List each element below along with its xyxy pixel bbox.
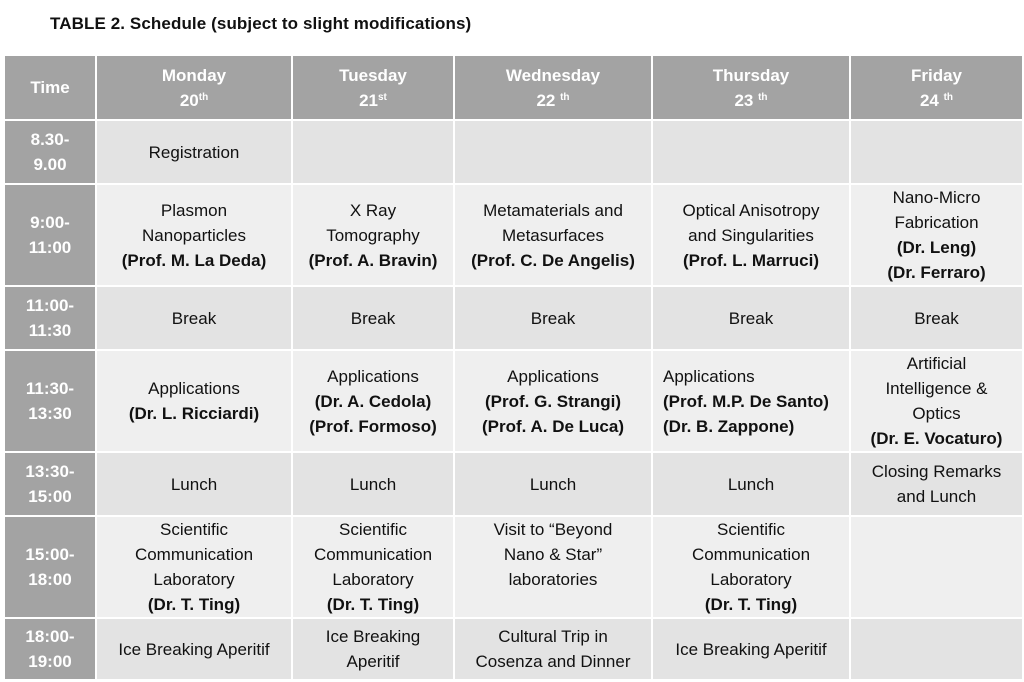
session-cell [96, 452, 292, 516]
time-slot: 9:00- 11:00 [4, 184, 96, 286]
session-title-line: Ice Breaking [325, 627, 421, 646]
session-title-line: Lunch [727, 474, 775, 494]
speaker-name: (Prof. M. La Deda) [121, 250, 267, 270]
session-cell [96, 516, 292, 618]
session-cell [850, 618, 1023, 680]
session-cell [96, 618, 292, 680]
session-cell [292, 120, 454, 184]
session-cell [292, 516, 454, 618]
speaker-name: (Dr. E. Vocaturo) [870, 429, 1003, 448]
session-title-line: Artificial [906, 354, 967, 373]
session-title-line: Break [530, 308, 576, 328]
session-cell [850, 516, 1023, 618]
session-title-line: Scientific [159, 520, 229, 539]
session-title-line: Optics [912, 404, 961, 423]
session-title-line: Laboratory [710, 570, 792, 589]
session-cell [292, 286, 454, 350]
session-title-line: Ice Breaking Aperitif [675, 639, 827, 659]
session-title-line: Break [171, 308, 217, 328]
time-slot: 13:30- 15:00 [4, 452, 96, 516]
session-title-line: Applications [327, 366, 419, 386]
time-slot: 18:00- 19:00 [4, 618, 96, 680]
session-title-line: Communication [691, 545, 811, 564]
header-time: Time [4, 55, 96, 120]
session-cell [652, 516, 850, 618]
session-cell [292, 452, 454, 516]
schedule-row [4, 618, 1023, 680]
schedule-row [4, 184, 1023, 286]
schedule-row [4, 286, 1023, 350]
session-title-line: Plasmon [160, 200, 228, 220]
schedule-table [3, 54, 1024, 681]
header-day-wednesday [454, 55, 652, 120]
session-cell [454, 618, 652, 680]
session-title-line: Applications [663, 366, 755, 386]
session-cell [292, 350, 454, 452]
session-title-line: Visit to “Beyond [493, 520, 613, 539]
session-title-line: Applications [148, 379, 240, 398]
schedule-row [4, 516, 1023, 618]
speaker-name: (Dr. A. Cedola) [314, 391, 432, 411]
session-cell [454, 350, 652, 452]
session-title-line: and Lunch [896, 487, 977, 506]
session-title-line: Lunch [170, 474, 218, 494]
session-title-line: Metasurfaces [501, 225, 605, 245]
session-title-line: Break [350, 308, 396, 328]
day-name: Thursday [712, 65, 790, 85]
session-cell [652, 184, 850, 286]
session-cell [292, 184, 454, 286]
session-title-line: laboratories [508, 570, 598, 589]
time-slot: 15:00- 18:00 [4, 516, 96, 618]
time-slot: 8.30- 9.00 [4, 120, 96, 184]
session-cell [652, 350, 850, 452]
session-title-line: Break [914, 308, 959, 328]
session-title-line: Communication [313, 545, 433, 564]
speaker-name: (Dr. Leng) [896, 238, 977, 257]
session-title-line: Nano & Star” [503, 545, 603, 564]
header-row [4, 55, 1023, 120]
day-date: 21st [359, 90, 387, 110]
speaker-name: (Prof. L. Marruci) [682, 250, 819, 270]
speaker-name: (Prof. C. De Angelis) [471, 250, 635, 270]
session-title-line: Intelligence & [885, 379, 988, 398]
session-title-line: Lunch [349, 474, 397, 494]
session-title-line: Aperitif [346, 652, 400, 671]
session-cell [652, 286, 850, 350]
session-title-line: Laboratory [332, 570, 414, 589]
day-name: Wednesday [505, 65, 601, 85]
session-cell [652, 452, 850, 516]
day-name: Friday [910, 65, 963, 85]
session-title-line: Laboratory [153, 570, 235, 589]
session-cell [454, 516, 652, 618]
speaker-name: (Prof. Formoso) [309, 416, 437, 436]
session-title-line: Communication [134, 545, 254, 564]
session-title-line: Cultural Trip in [498, 627, 608, 646]
session-cell [652, 618, 850, 680]
header-day-thursday [652, 55, 850, 120]
session-cell [850, 120, 1023, 184]
session-title-line: Scientific [338, 520, 408, 539]
session-cell [454, 120, 652, 184]
session-title-line: Closing Remarks [871, 462, 1002, 481]
schedule-row [4, 350, 1023, 452]
session-title-line: and Singularities [688, 225, 814, 245]
session-title-line: Ice Breaking Aperitif [118, 639, 270, 659]
session-title-line: Nanoparticles [142, 225, 246, 245]
session-title-line: Lunch [529, 474, 577, 494]
session-title-line: Cosenza and Dinner [475, 652, 631, 671]
speaker-name: (Dr. T. Ting) [326, 595, 420, 614]
day-name: Tuesday [339, 65, 407, 85]
day-date: 23 $^{th}$ [734, 90, 768, 110]
session-cell [454, 452, 652, 516]
session-cell [96, 120, 292, 184]
session-cell [850, 184, 1023, 286]
speaker-name: (Dr. B. Zappone) [663, 416, 795, 436]
session-cell [850, 452, 1023, 516]
session-cell [96, 184, 292, 286]
session-title-line: Tomography [326, 225, 420, 245]
session-cell [850, 286, 1023, 350]
session-cell [454, 184, 652, 286]
session-cell [292, 618, 454, 680]
speaker-name: (Dr. Ferraro) [887, 263, 986, 282]
session-title-line: X Ray [349, 200, 397, 220]
time-slot: 11:00- 11:30 [4, 286, 96, 350]
table-caption: TABLE 2. Schedule (subject to slight modifications) [50, 14, 472, 33]
header-day-tuesday [292, 55, 454, 120]
header-day-monday [96, 55, 292, 120]
session-cell [96, 286, 292, 350]
speaker-name: (Prof. A. Bravin) [308, 250, 438, 270]
day-date: 22 $^{th}$ [536, 90, 570, 110]
speaker-name: (Dr. L. Ricciardi) [128, 404, 260, 423]
schedule-row [4, 452, 1023, 516]
speaker-name: (Dr. T. Ting) [704, 595, 798, 614]
session-cell [850, 350, 1023, 452]
day-date: 24 $^{th}$ [919, 90, 954, 110]
session-title-line: Nano-Micro [892, 188, 981, 207]
session-title-line: Optical Anisotropy [682, 200, 820, 220]
speaker-name: (Prof. G. Strangi) [485, 391, 621, 411]
session-title-line: Metamaterials and [483, 200, 623, 220]
session-title-line: Scientific [716, 520, 786, 539]
speaker-name: (Dr. T. Ting) [147, 595, 241, 614]
session-title-line: Fabrication [894, 213, 979, 232]
day-date: 20th [179, 90, 209, 110]
session-title-line: Applications [507, 366, 599, 386]
schedule-row [4, 120, 1023, 184]
session-cell [454, 286, 652, 350]
session-cell [96, 350, 292, 452]
time-slot: 11:30- 13:30 [4, 350, 96, 452]
schedule-body [4, 120, 1023, 680]
session-title-line: Registration [148, 142, 240, 162]
session-title-line: Break [728, 308, 774, 328]
speaker-name: (Prof. A. De Luca) [482, 416, 624, 436]
header-day-friday [850, 55, 1023, 120]
speaker-name: (Prof. M.P. De Santo) [663, 391, 829, 411]
day-name: Monday [161, 65, 227, 85]
session-cell [652, 120, 850, 184]
